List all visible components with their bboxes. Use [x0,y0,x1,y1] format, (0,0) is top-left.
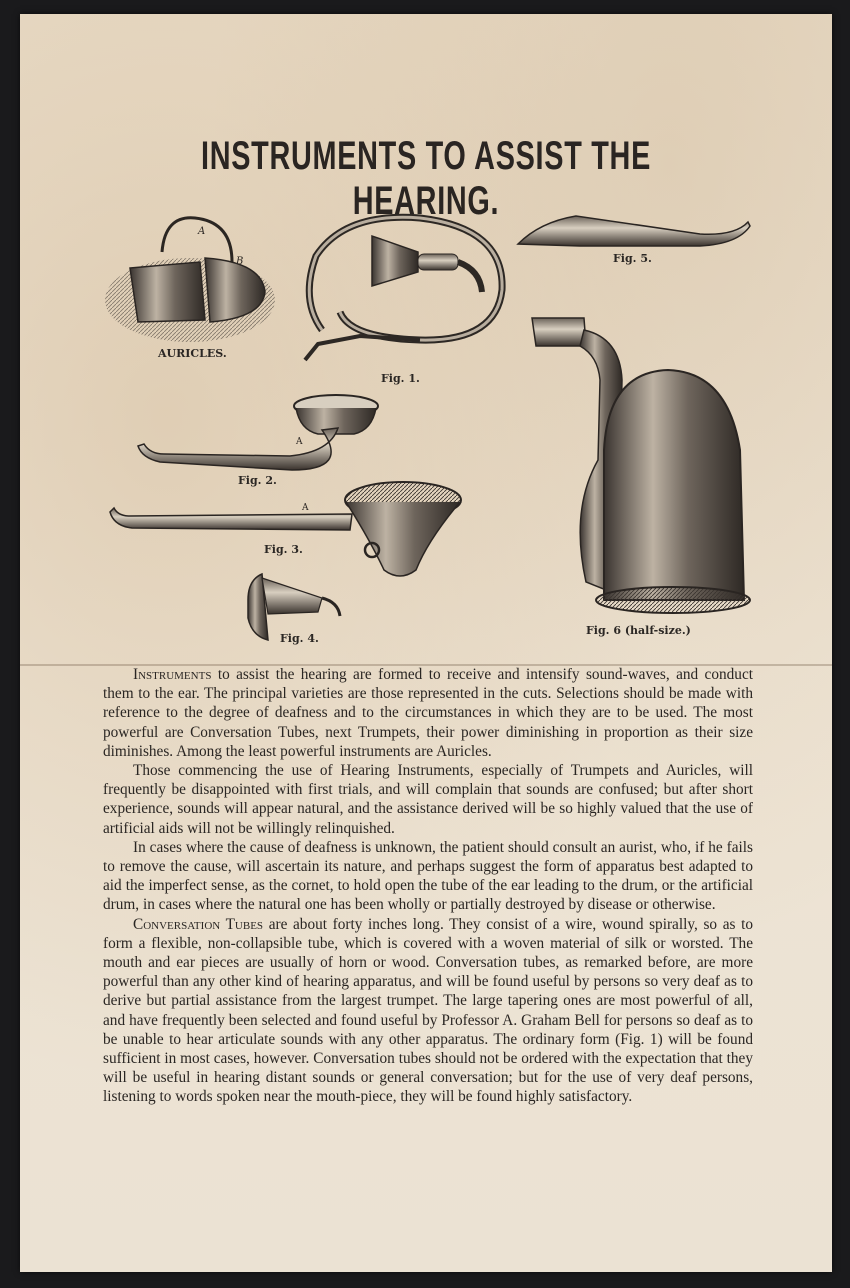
caption-fig4: Fig. 4. [280,632,319,645]
caption-fig6: Fig. 6 (half-size.) [586,624,691,637]
caption-fig1: Fig. 1. [381,372,420,385]
paragraph-4 [103,915,753,1107]
paragraph-lead: Conversation Tubes [133,915,264,933]
fig4-illustration [248,574,340,640]
fig2-illustration [138,395,378,470]
caption-fig2: Fig. 2. [238,474,277,487]
caption-fig5: Fig. 5. [613,252,652,265]
auricles-illustration [105,218,275,342]
label-a-fig3: A [302,503,309,513]
paragraph-2 [103,761,753,838]
paragraph-1 [103,665,753,761]
fig1-illustration [305,217,502,360]
paragraph-text: to assist the hearing are formed to receive and intensify sound-waves, and conduct them to the ear. The principal varieties are those represented in the cuts. Selections should be made with reference to the degree of deafness and to the circumstances in which they are to be used. The most powerful are Conversation Tubes, next Trumpets, their power diminishing in proportion as their size diminishes. Among the least powerful instruments are Auricles. [103,666,753,760]
page-title: INSTRUMENTS TO ASSIST THE HEARING. [200,134,652,223]
fig3-illustration [110,482,461,576]
label-a-fig2: A [296,437,303,447]
caption-fig3: Fig. 3. [264,543,303,556]
paragraph-text: In cases where the cause of deafness is unknown, the patient should consult an aurist, who, if he fails to remove the cause, will ascertain its nature, and perhaps suggest the form of apparatus best adapted to aid the imperfect sense, as the cornet, to hold open the tube of the ear leading to the drum, or the artificial drum, in cases where the natural one has been wholly or partially destroyed by disease or otherwise. [103,838,753,914]
caption-auricles: AURICLES. [158,347,227,360]
paragraph-text: Those commencing the use of Hearing Instruments, especially of Trumpets and Auricles, will frequently be disappointed with first trials, and will complain that sounds are confused; but after short experience, sounds will appear natural, and the assistance derived will be so highly valued that the use of artificial aids will not be willingly relinquished. [103,762,753,837]
paragraph-3 [103,838,753,915]
label-b-auricle: B [236,256,244,267]
fig6-illustration [532,318,750,613]
paragraph-lead: Instruments [133,666,212,683]
article-body [103,665,753,1107]
fig5-illustration [518,216,750,246]
label-a-auricle: A [198,226,206,237]
paragraph-text: are about forty inches long. They consist of a wire, wound spirally, so as to form a flexible, non-collapsible tube, which is covered with a woven material of silk or worsted. The mouth and ear pieces are usually of horn or wood. Conversation tubes, as remarked before, are more powerful than any other kind of hearing apparatus, and will be found useful by persons so very deaf as to derive but partial assistance from the largest trumpet. The large tapering ones are most powerful of all, and have frequently been selected and found useful by Professor A. Graham Bell for persons so deaf as to be unable to hear articulate sounds with any other apparatus. The ordinary form (Fig. 1) will be found sufficient in most cases, however. Conversation tubes should not be ordered with the expectation that they will be useful in hearing distant sounds or general conversation; but for the use of very deaf persons, listening to words spoken near the mouth-piece, they will be found highly satisfactory. [103,915,753,1106]
